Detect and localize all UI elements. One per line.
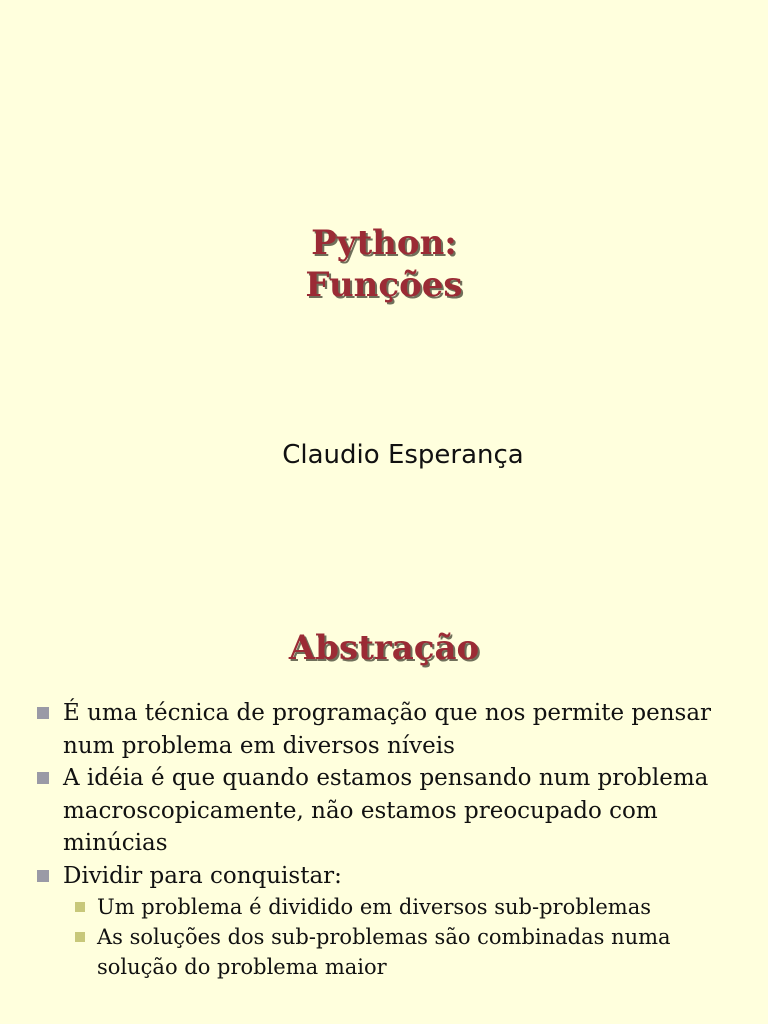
bullet-list bbox=[36, 697, 736, 982]
square-sub-bullet-icon bbox=[75, 932, 85, 942]
title-abstracao: Abstração bbox=[288, 628, 480, 668]
sub-bullet-list bbox=[63, 892, 736, 982]
square-bullet-icon bbox=[37, 870, 49, 882]
title-line-1: Python: bbox=[311, 223, 457, 263]
slide-title bbox=[0, 222, 768, 306]
square-sub-bullet-icon bbox=[75, 902, 85, 912]
sub-bullet-text: Um problema é dividido em diversos sub-problemas bbox=[97, 895, 652, 919]
bullet-item bbox=[36, 697, 736, 762]
square-bullet-icon bbox=[37, 772, 49, 784]
sub-bullet-text: As soluções dos sub-problemas são combinadas numa solução do problema maior bbox=[97, 925, 671, 979]
bullet-text: Dividir para conquistar: bbox=[63, 862, 342, 889]
title-line-2: Funções bbox=[305, 265, 463, 305]
bullet-item bbox=[36, 762, 736, 860]
bullet-text: É uma técnica de programação que nos permite pensar num problema em diversos níveis bbox=[63, 700, 712, 759]
bullet-text: A idéia é que quando estamos pensando num problema macroscopicamente, não estamos preocupado com minúcias bbox=[63, 765, 709, 856]
square-bullet-icon bbox=[37, 707, 49, 719]
author-name: Claudio Esperança bbox=[282, 440, 524, 470]
sub-bullet-item bbox=[63, 922, 736, 982]
sub-bullet-item bbox=[63, 892, 736, 922]
bullet-item bbox=[36, 860, 736, 983]
slide-title bbox=[0, 627, 768, 669]
